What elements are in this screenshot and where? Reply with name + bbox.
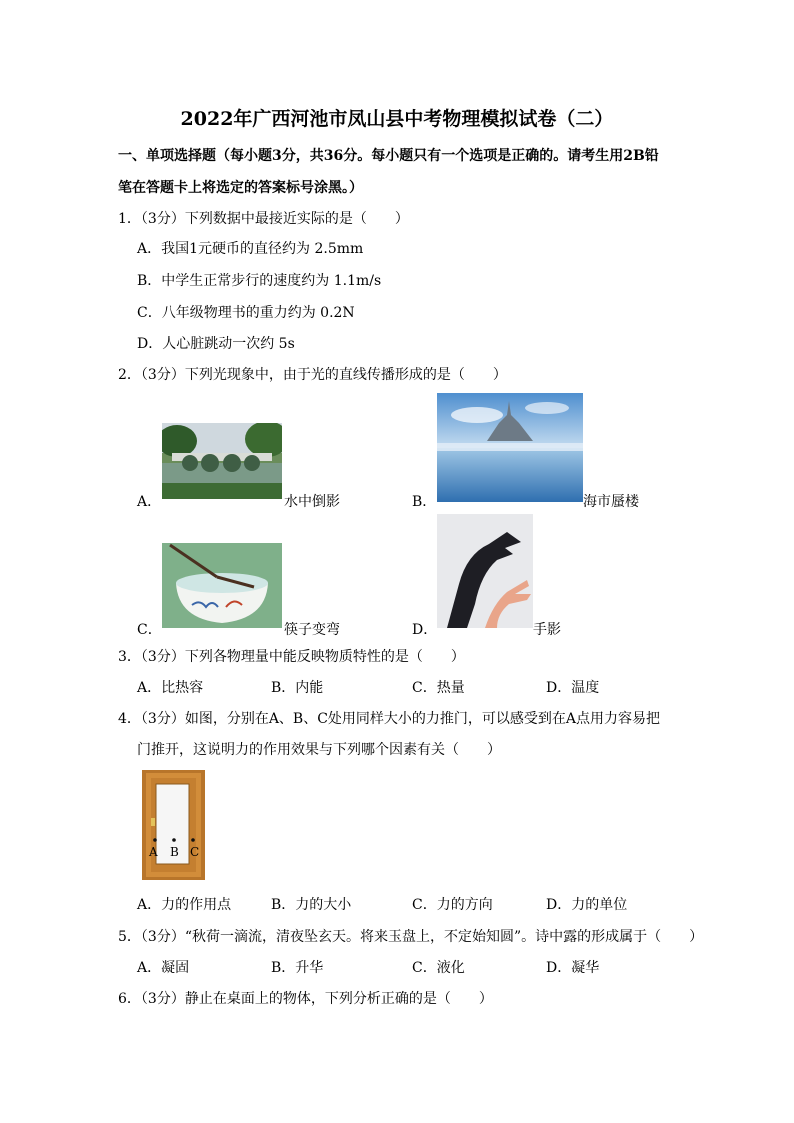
door-label-c: C — [190, 845, 200, 859]
door-label-b: B — [170, 845, 179, 859]
door-image — [142, 770, 205, 880]
q4-option-b: B．力的大小 — [271, 897, 352, 913]
section-heading-line2: 笔在答题卡上将选定的答案标号涂黑。） — [118, 180, 363, 196]
page-title: 2022年广西河池市凤山县中考物理模拟试卷（二） — [180, 108, 614, 130]
question-2-stem: 2．（3分）下列光现象中，由于光的直线传播形成的是（ ） — [118, 367, 507, 383]
question-6-stem: 6．（3分）静止在桌面上的物体，下列分析正确的是（ ） — [118, 991, 493, 1007]
question-3-stem: 3．（3分）下列各物理量中能反映物质特性的是（ ） — [118, 649, 465, 665]
q1-option-a: A．我国1元硬币的直径约为 2.5mm — [137, 241, 364, 257]
q3-option-d: D．温度 — [546, 680, 600, 696]
q2-option-d-caption: 手影 — [533, 622, 561, 638]
q2-option-b-caption: 海市蜃楼 — [583, 494, 639, 510]
q1-option-d: D．人心脏跳动一次约 5s — [137, 336, 295, 352]
hand-shadow-image — [437, 514, 533, 628]
q2-option-c-letter: C． — [137, 622, 162, 638]
q4-option-a: A．力的作用点 — [137, 897, 232, 913]
bridge-reflection-image — [162, 423, 282, 499]
q5-option-d: D．凝华 — [546, 960, 600, 976]
question-1-stem: 1．（3分）下列数据中最接近实际的是（ ） — [118, 211, 409, 227]
door-label-a: A — [149, 845, 158, 859]
q3-option-b: B．内能 — [271, 680, 324, 696]
q2-option-d-letter: D． — [412, 622, 438, 638]
q4-option-c: C．力的方向 — [412, 897, 493, 913]
q3-option-a: A．比热容 — [137, 680, 204, 696]
q1-option-b: B．中学生正常步行的速度约为 1.1m/s — [137, 273, 382, 289]
q4-option-d: D．力的单位 — [546, 897, 628, 913]
q3-option-c: C．热量 — [412, 680, 465, 696]
q2-option-b-letter: B． — [412, 494, 437, 510]
q5-option-c: C．液化 — [412, 960, 465, 976]
q2-option-a-letter: A． — [137, 494, 162, 510]
question-5-stem: 5．（3分）“秋荷一滴流，清夜坠玄天。将来玉盘上，不定始知圆”。诗中露的形成属于（ ） — [118, 929, 704, 945]
mirage-castle-image — [437, 393, 583, 502]
q5-option-b: B．升华 — [271, 960, 324, 976]
section-heading-line1: 一、单项选择题（每小题3分，共36分。每小题只有一个选项是正确的。请考生用2B铅 — [118, 148, 659, 164]
chopstick-bowl-image — [162, 543, 282, 628]
q1-option-c: C．八年级物理书的重力约为 0.2N — [137, 305, 355, 321]
question-4-stem-line1: 4．（3分）如图，分别在A、B、C处用同样大小的力推门，可以感受到在A点用力容易把 — [118, 711, 661, 727]
q5-option-a: A．凝固 — [137, 960, 190, 976]
q2-option-c-caption: 筷子变弯 — [284, 622, 340, 638]
question-4-stem-line2: 门推开，这说明力的作用效果与下列哪个因素有关（ ） — [137, 742, 501, 758]
q2-option-a-caption: 水中倒影 — [284, 494, 340, 510]
